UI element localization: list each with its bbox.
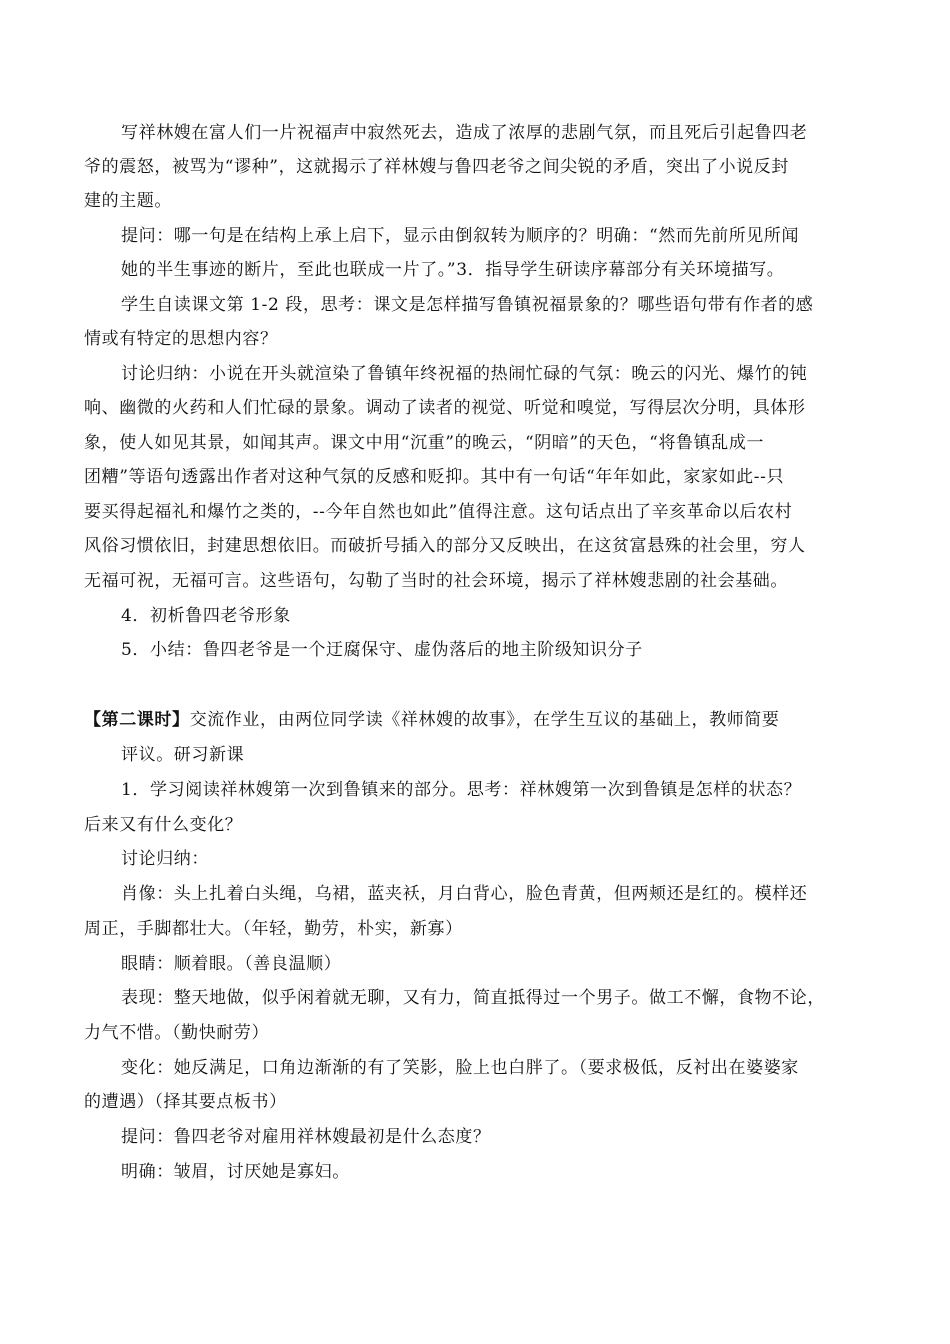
text-line: 要买得起福礼和爆竹之类的，--今年自然也如此”值得注意。这句话点出了辛亥革命以后农村 bbox=[84, 502, 793, 522]
text-line: 的遭遇）（择其要点板书） bbox=[84, 1092, 287, 1112]
text-line: 团糟”等语句透露出作者对这种气氛的反感和贬抑。其中有一句话“年年如此，家家如此--只 bbox=[84, 467, 785, 487]
text-line: 力气不惜。（勤快耐劳） bbox=[84, 1023, 270, 1043]
text-line: 风俗习惯依旧，封建思想依旧。而破折号插入的部分又反映出，在这贫富悬殊的社会里，穷人 bbox=[84, 536, 806, 556]
text-line: 表现：整天地做，似乎闲着就无聊，又有力，简直抵得过一个男子。做工不懈，食物不论， bbox=[121, 988, 825, 1008]
text-line: 肖像：头上扎着白头绳，乌裙，蓝夹袄，月白背心，脸色青黄，但两颊还是红的。模样还 bbox=[121, 884, 808, 904]
text-line: 象，使人如见其景，如闻其声。课文中用“沉重”的晚云，“阴暗”的天色，“将鲁镇乱成一 bbox=[84, 433, 765, 453]
text-line: 情或有特定的思想内容？ bbox=[84, 329, 278, 349]
section-heading-line bbox=[84, 709, 780, 731]
text-line: 变化：她反满足，口角边渐渐的有了笑影，脸上也白胖了。（要求极低，反衬出在婆婆家 bbox=[121, 1058, 799, 1078]
text-line: 写祥林嫂在富人们一片祝福声中寂然死去，造成了浓厚的悲剧气氛，而且死后引起鲁四老 bbox=[121, 123, 808, 143]
section-heading-rest: 交流作业，由两位同学读《祥林嫂的故事》，在学生互议的基础上，教师简要 bbox=[189, 710, 780, 730]
text-line: 无福可祝，无福可言。这些语句，勾勒了当时的社会环境，揭示了祥林嫂悲剧的社会基础。 bbox=[84, 571, 788, 591]
text-line: 建的主题。 bbox=[84, 191, 172, 211]
text-line: 4．初析鲁四老爷形象 bbox=[121, 606, 291, 626]
text-line: 后来又有什么变化？ bbox=[84, 815, 243, 835]
text-line: 讨论归纳：小说在开头就渲染了鲁镇年终祝福的热闹忙碌的气氛：晚云的闪光、爆竹的钝 bbox=[121, 364, 808, 384]
text-line: 1．学习阅读祥林嫂第一次到鲁镇来的部分。思考：祥林嫂第一次到鲁镇是怎样的状态？ bbox=[121, 780, 802, 800]
section-heading: 【第二课时】 bbox=[84, 710, 190, 730]
text-line: 提问：鲁四老爷对雇用祥林嫂最初是什么态度？ bbox=[121, 1127, 491, 1147]
text-line: 响、幽微的火药和人们忙碌的景象。调动了读者的视觉、听觉和嗅觉，写得层次分明，具体形 bbox=[84, 398, 806, 418]
text-line: 讨论归纳： bbox=[121, 849, 209, 869]
text-line: 周正，手脚都壮大。（年轻，勤劳，朴实，新寡） bbox=[84, 919, 463, 939]
text-line: 学生自读课文第 1-2 段，思考：课文是怎样描写鲁镇祝福景象的？哪些语句带有作者的感 bbox=[121, 295, 814, 315]
text-line: 评议。研习新课 bbox=[121, 745, 245, 765]
text-line: 爷的震怒，被骂为“谬种”，这就揭示了祥林嫂与鲁四老爷之间尖锐的矛盾，突出了小说反封 bbox=[84, 157, 789, 177]
text-line: 明确：皱眉，讨厌她是寡妇。 bbox=[121, 1162, 350, 1182]
text-line: 她的半生事迹的断片，至此也联成一片了。”3．指导学生研读序幕部分有关环境描写。 bbox=[121, 260, 785, 280]
text-line: 眼睛：顺着眼。（善良温顺） bbox=[121, 954, 342, 974]
text-line: 提问：哪一句是在结构上承上启下，显示由倒叙转为顺序的？明确：“然而先前所见所闻 bbox=[121, 226, 800, 246]
text-line: 5．小结：鲁四老爷是一个迂腐保守、虚伪落后的地主阶级知识分子 bbox=[121, 640, 643, 660]
